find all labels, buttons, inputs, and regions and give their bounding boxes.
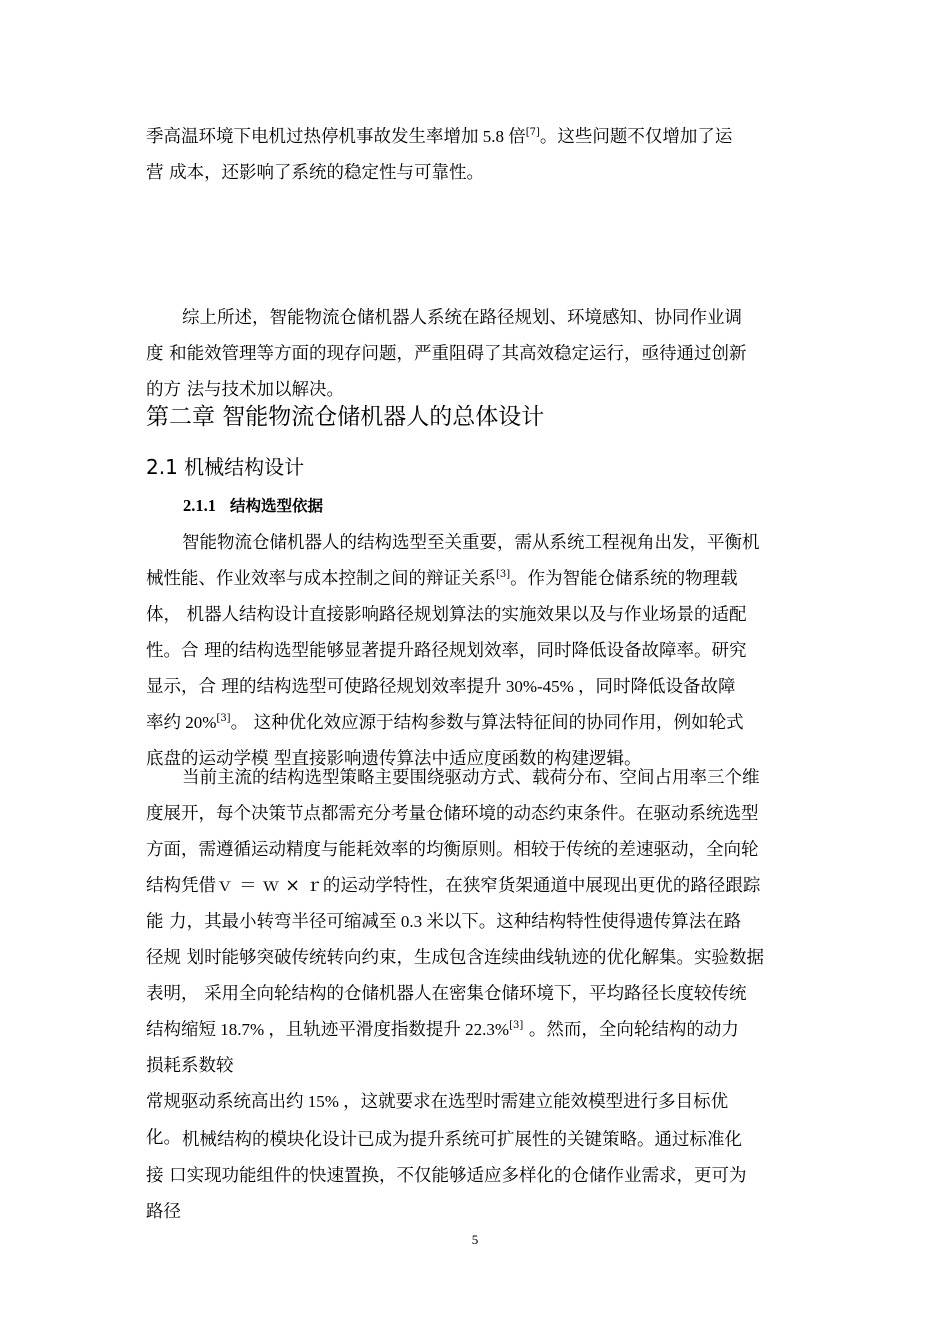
text-line: 能 力，其最小转弯半径可缩减至 0.3 米以下。这种结构特性使得遗传算法在路 <box>146 912 742 932</box>
section-title: 2.1 机械结构设计 <box>146 455 305 479</box>
paragraph-2 <box>146 760 814 1156</box>
text-line: 当前主流的结构选型策略主要围绕驱动方式、载荷分布、空间占用率三个维 <box>182 768 760 788</box>
text-line: 化。 <box>146 1128 181 1148</box>
text-line: 路径 <box>146 1202 181 1222</box>
text-line: 损耗系数较 <box>146 1056 234 1076</box>
subsection-number: 2.1.1 <box>183 496 216 515</box>
text-line: 显示，合 理的结构选型可使路径规划效率提升 30%-45% ，同时降低设备故障 <box>146 677 736 697</box>
subsection-text: 结构选型依据 <box>230 497 324 515</box>
paragraph-top <box>146 119 814 191</box>
text-line: 的方 法与技术加以解决。 <box>146 380 345 400</box>
text-line: 季高温环境下电机过热停机事故发生率增加 5.8 倍[7]。这些问题不仅增加了运 <box>146 127 733 147</box>
formula: ｖ ＝ ｗ × ｒ <box>216 876 323 896</box>
paragraph-1 <box>146 525 814 777</box>
text-line: 智能物流仓储机器人的结构选型至关重要，需从系统工程视角出发，平衡机 <box>182 533 760 553</box>
text-line: 径规 划时能够突破传统转向约束，生成包含连续曲线轨迹的优化解集。实验数据 <box>146 948 765 968</box>
text-line: 表明， 采用全向轮结构的仓储机器人在密集仓储环境下，平均路径长度较传统 <box>146 984 747 1004</box>
citation: [7] <box>525 127 540 138</box>
text-line: 营 成本，还影响了系统的稳定性与可靠性。 <box>146 163 485 183</box>
page-number: 5 <box>471 1232 479 1247</box>
citation: [3] <box>496 569 511 580</box>
text-line: 常规驱动系统高出约 15% ，这就要求在选型时需建立能效模型进行多目标优 <box>146 1092 729 1112</box>
text-line: 结构缩短 18.7% ，且轨迹平滑度指数提升 22.3%[3] 。然而，全向轮结构的动力 <box>146 1020 739 1040</box>
chapter-title: 第二章 智能物流仓储机器人的总体设计 <box>146 404 545 430</box>
subsection-title <box>183 494 323 516</box>
text-line: 性。合 理的结构选型能够显著提升路径规划效率，同时降低设备故障率。研究 <box>146 641 747 661</box>
text-line: 度展开，每个决策节点都需充分考量仓储环境的动态约束条件。在驱动系统选型 <box>146 804 759 824</box>
text-line: 方面，需遵循运动精度与能耗效率的均衡原则。相较于传统的差速驱动，全向轮 <box>146 840 759 860</box>
citation: [3] <box>216 713 231 724</box>
text-line: 结构凭借ｖ ＝ ｗ × ｒ的运动学特性，在狭窄货架通道中展现出更优的路径跟踪 <box>146 876 761 896</box>
text-line: 底盘的运动学模 型直接影响遗传算法中适应度函数的构建逻辑。 <box>146 749 642 769</box>
text-line: 机械结构的模块化设计已成为提升系统可扩展性的关键策略。通过标准化 <box>182 1130 742 1150</box>
text-line: 接 口实现功能组件的快速置换，不仅能够适应多样化的仓储作业需求，更可为 <box>146 1166 747 1186</box>
text-line: 械性能、作业效率与成本控制之间的辩证关系[3]。作为智能仓储系统的物理载 <box>146 569 738 589</box>
text-line: 度 和能效管理等方面的现存问题，严重阻碍了其高效稳定运行，亟待通过创新 <box>146 344 747 364</box>
text-line: 综上所述，智能物流仓储机器人系统在路径规划、环境感知、协同作业调 <box>182 308 742 328</box>
text-line: 率约 20%[3]。 这种优化效应源于结构参数与算法特征间的协同作用，例如轮式 <box>146 713 744 733</box>
citation: [3] <box>509 1020 524 1031</box>
paragraph-3 <box>146 1122 814 1230</box>
paragraph-summary <box>146 300 814 408</box>
text-line: 体， 机器人结构设计直接影响路径规划算法的实施效果以及与作业场景的适配 <box>146 605 747 625</box>
